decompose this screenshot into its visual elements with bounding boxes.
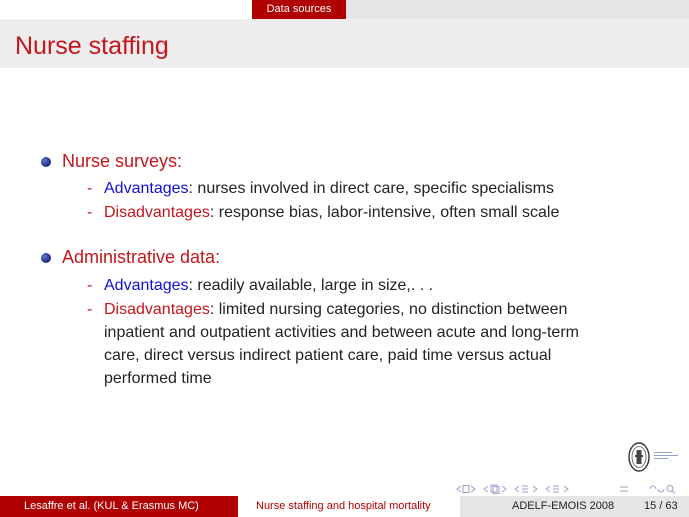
colon: : bbox=[188, 180, 193, 197]
sub-dash: - bbox=[87, 277, 93, 294]
subitem-advantages-surveys bbox=[104, 177, 554, 200]
disadvantages-text: response bias, labor-intensive, often small scale bbox=[214, 204, 560, 221]
advantages-text: readily available, large in size,. . . bbox=[192, 277, 434, 294]
bullet-ball-icon bbox=[41, 157, 51, 167]
footer-event-text: ADELF-EMOIS 2008 bbox=[512, 500, 615, 512]
sub-dash: - bbox=[87, 204, 93, 221]
colon: : bbox=[188, 277, 193, 294]
header-left bbox=[0, 0, 252, 19]
subitem-advantages-admin bbox=[104, 274, 433, 297]
sub-dash: - bbox=[87, 180, 93, 197]
university-seal-icon bbox=[627, 441, 651, 473]
footer-authors-text: Lesaffre et al. (KUL & Erasmus MC) bbox=[24, 500, 199, 512]
nav-appendix-icon bbox=[620, 487, 628, 491]
subitem-disadvantages-surveys bbox=[104, 201, 559, 224]
colon: : bbox=[209, 301, 215, 318]
continuation-line: inpatient and outpatient activities and between acute and long-term bbox=[104, 324, 579, 341]
bullet-nurse-surveys: Nurse surveys: bbox=[62, 151, 183, 171]
colon: : bbox=[209, 204, 215, 221]
footer-page-number: 15 / 63 bbox=[644, 500, 678, 512]
nav-frame-icon bbox=[463, 486, 469, 493]
advantages-label: Advantages bbox=[104, 180, 189, 197]
advantages-text: nurses involved in direct care, specific specialisms bbox=[192, 180, 554, 197]
continuation-line: care, direct versus indirect patient care, paid time versus actual bbox=[104, 347, 552, 364]
footer-talk-title-text: Nurse staffing and hospital mortality bbox=[256, 500, 431, 512]
seal-caption-decoration bbox=[654, 452, 684, 459]
subitem-disadvantages-admin bbox=[104, 298, 567, 321]
bullet-ball-icon bbox=[41, 253, 51, 263]
slide-title: Nurse staffing bbox=[15, 32, 169, 60]
sub-dash: - bbox=[87, 301, 93, 318]
nav-forward-icon bbox=[658, 489, 664, 492]
header-bar bbox=[0, 0, 689, 19]
nav-prev-subsection-icon bbox=[484, 486, 488, 492]
header-right bbox=[346, 0, 689, 19]
nav-next-frame-icon bbox=[471, 486, 475, 492]
nav-prev-section-icon bbox=[515, 486, 519, 492]
frame-title-bar bbox=[0, 19, 689, 68]
bullet-administrative-data: Administrative data: bbox=[62, 247, 221, 267]
disadvantages-label: Disadvantages bbox=[104, 204, 210, 221]
beamer-navigation-icons[interactable] bbox=[455, 483, 687, 495]
footer-talk-title bbox=[238, 496, 460, 517]
nav-back-icon bbox=[650, 486, 656, 489]
nav-next-subsection-icon bbox=[502, 486, 506, 492]
footer-bar bbox=[0, 496, 689, 517]
continuation-line: performed time bbox=[104, 370, 212, 387]
nav-prev-frame-icon bbox=[457, 486, 461, 492]
disadvantages-label: Disadvantages bbox=[104, 301, 210, 318]
footer-event bbox=[460, 496, 689, 517]
disadvantages-text: limited nursing categories, no distinction between bbox=[214, 301, 568, 318]
header-section[interactable]: Data sources bbox=[252, 0, 346, 19]
advantages-label: Advantages bbox=[104, 277, 189, 294]
footer-authors bbox=[0, 496, 238, 517]
nav-next-section-icon bbox=[533, 486, 537, 492]
